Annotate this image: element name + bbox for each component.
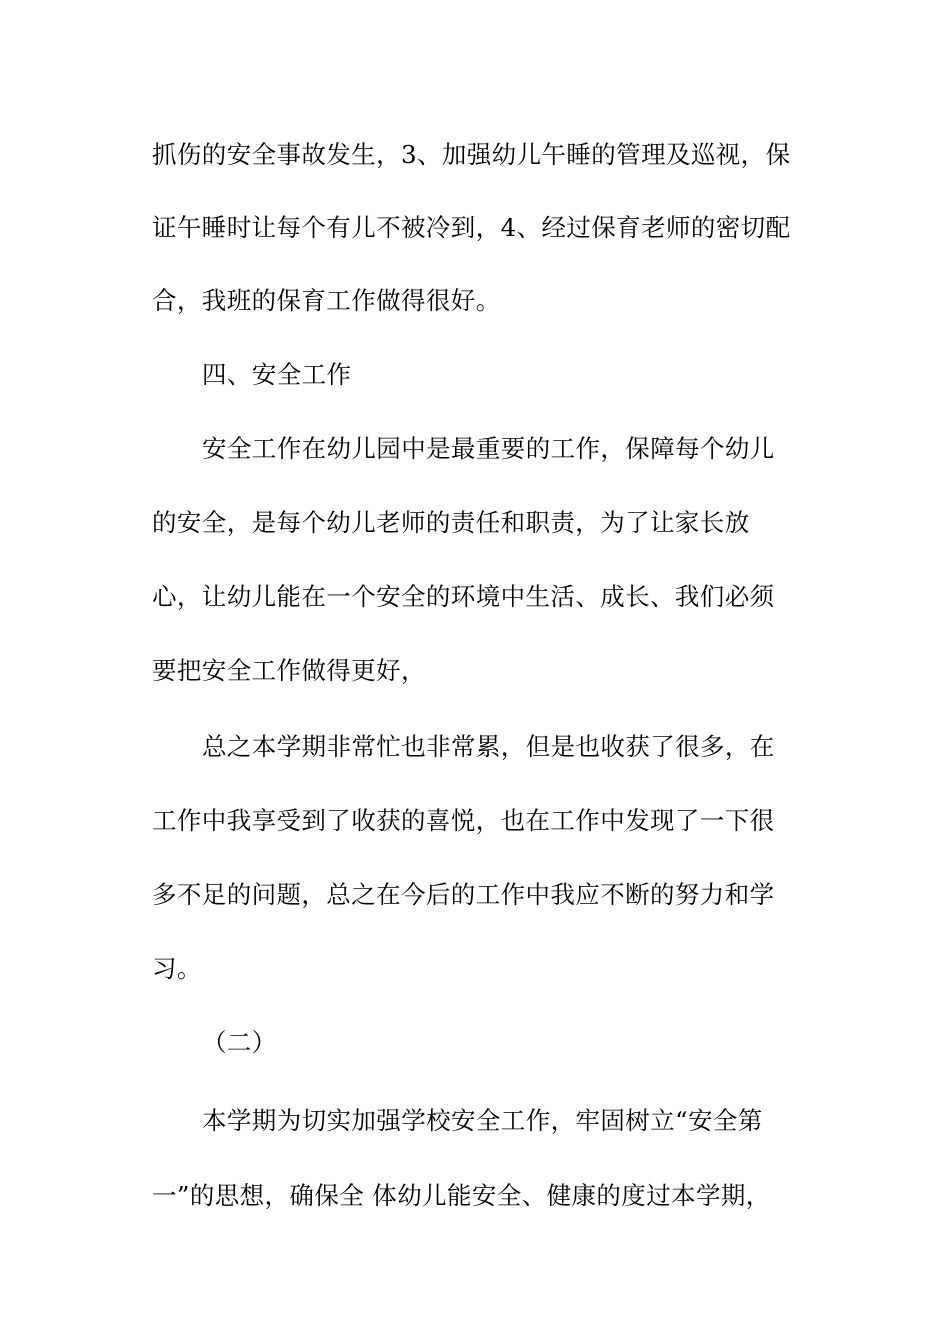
body-text-line: 抓伤的安全事故发生，3、加强幼儿午睡的管理及巡视，保 <box>152 140 791 169</box>
body-text-line: 多不足的问题，总之在今后的工作中我应不断的努力和学 <box>152 880 775 909</box>
body-text-line: 心，让幼儿能在一个安全的环境中生活、成长、我们必须 <box>152 582 775 611</box>
body-text-line: 证午睡时让每个有儿不被冷到，4、经过保育老师的密切配 <box>152 213 791 242</box>
body-text-line: 本学期为切实加强学校安全工作，牢固树立“安全第 <box>202 1106 763 1135</box>
body-text-line: 的安全，是每个幼儿老师的责任和职责，为了让家长放 <box>152 508 750 537</box>
section-heading: 四、安全工作 <box>202 360 352 389</box>
body-text-line: 要把安全工作做得更好， <box>152 656 426 685</box>
body-text-line: 合，我班的保育工作做得很好。 <box>152 286 501 315</box>
body-text-line: 一”的思想，确保全 体幼儿能安全、健康的度过本学期， <box>152 1181 771 1210</box>
body-text-line: 工作中我享受到了收获的喜悦，也在工作中发现了一下很 <box>152 806 775 835</box>
subsection-heading: （二） <box>202 1028 277 1057</box>
body-text-line: 总之本学期非常忙也非常累，但是也收获了很多，在 <box>202 732 775 761</box>
body-text-line: 习。 <box>152 954 202 983</box>
body-text-line: 安全工作在幼儿园中是最重要的工作，保障每个幼儿 <box>202 434 775 463</box>
